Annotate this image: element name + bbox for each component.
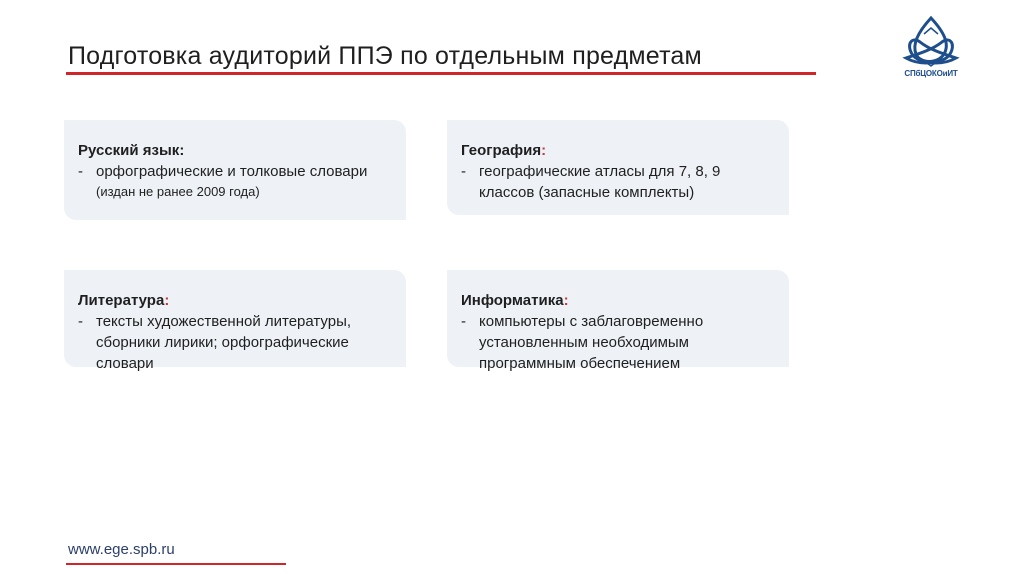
card-russian-language [64, 120, 406, 220]
list-item-note: (издан не ранее 2009 года) [96, 184, 260, 199]
card-heading-colon: : [179, 142, 185, 159]
footer-underline [66, 563, 286, 565]
card-heading: Литература [78, 292, 165, 309]
card-heading-colon: : [563, 292, 569, 309]
list-item-text: компьютеры с заблаговременно установленным необходимым программным обеспечением [479, 313, 704, 372]
page-title: Подготовка аудиторий ППЭ по отдельным предметам [68, 42, 702, 70]
card-literature [64, 270, 406, 372]
list-item [461, 161, 777, 203]
card-heading: Информатика [461, 292, 564, 309]
card-heading-line [461, 290, 777, 311]
card-informatics [447, 270, 789, 372]
list-item-text: тексты художественной литературы, сборники лирики; орфографические словари [96, 313, 352, 372]
card-heading-line [78, 290, 394, 311]
card-geography [447, 120, 789, 215]
list-item [461, 311, 777, 374]
list-item [78, 311, 394, 374]
card-heading-colon: : [164, 292, 170, 309]
list-item-text: географические атласы для 7, 8, 9 классов (запасные комплекты) [479, 163, 721, 201]
list-dash: - [78, 163, 83, 180]
card-heading: Русский язык [78, 142, 180, 159]
card-heading-line [78, 140, 394, 161]
list-item [78, 161, 394, 182]
list-dash: - [78, 313, 83, 330]
footer-website-link[interactable]: www.ege.spb.ru [68, 541, 175, 558]
card-heading-line [461, 140, 777, 161]
triquetra-logo-icon [898, 14, 964, 70]
list-dash: - [461, 313, 466, 330]
card-heading-colon: : [541, 142, 547, 159]
list-item-text: орфографические и толковые словари [96, 163, 368, 180]
logo-caption: СПбЦОКОиИТ [904, 69, 958, 78]
title-underline [66, 72, 816, 75]
card-heading: География [461, 142, 542, 159]
list-dash: - [461, 163, 466, 180]
organization-logo [898, 14, 964, 90]
